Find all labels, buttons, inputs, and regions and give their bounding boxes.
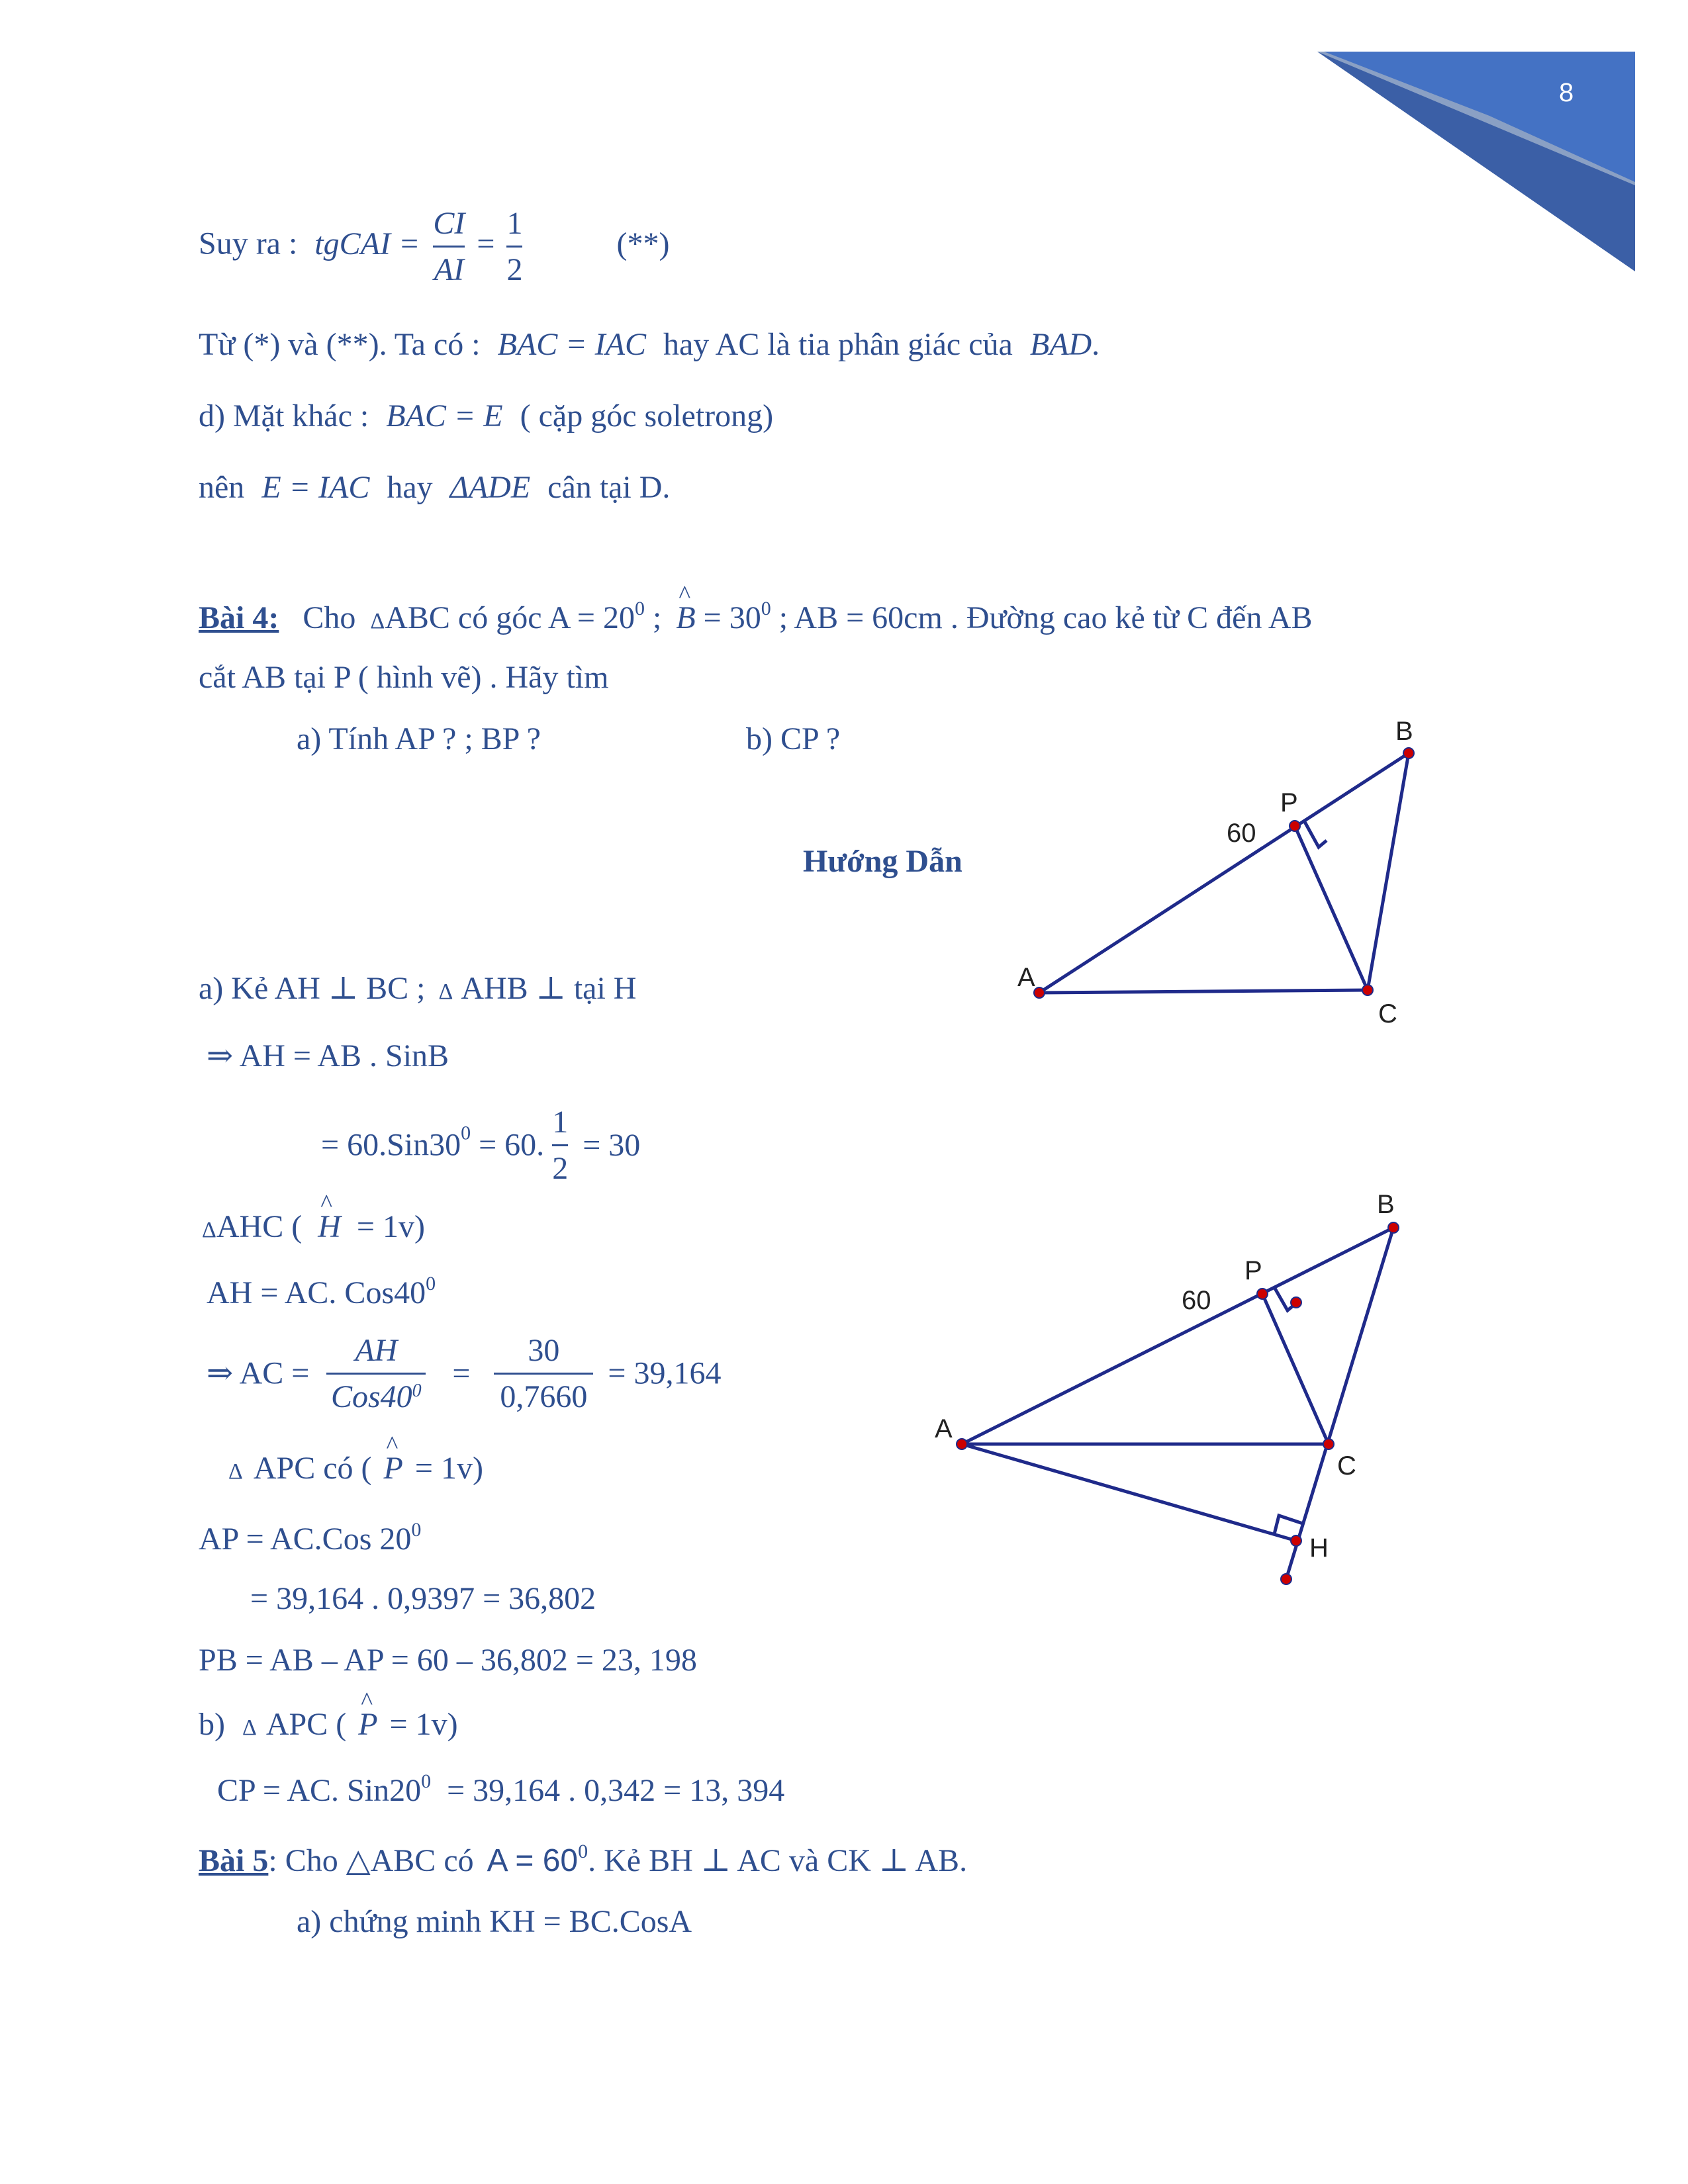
sol-text: = 39,164 bbox=[608, 1355, 722, 1391]
equation-mark: (**) bbox=[616, 226, 670, 261]
bai5-text: . Kẻ BH ⊥ AC và CK ⊥ AB. bbox=[588, 1843, 968, 1878]
sol-a10: PB = AB – AP = 60 – 36,802 = 23, 198 bbox=[199, 1643, 697, 1678]
degree-sup: 0 bbox=[411, 1519, 422, 1541]
segment-pc bbox=[1262, 1294, 1329, 1444]
bai5-title: Bài 5 bbox=[199, 1843, 269, 1878]
degree-sup: 0 bbox=[578, 1841, 588, 1862]
segment-bh bbox=[1286, 1228, 1393, 1579]
sol-text: = 1v) bbox=[356, 1209, 425, 1244]
sol-text: = 60. bbox=[479, 1127, 545, 1163]
equals-sign: = bbox=[452, 1355, 471, 1391]
label-p: P bbox=[1280, 788, 1298, 817]
label-c: C bbox=[1378, 999, 1397, 1028]
sol-a9: = 39,164 . 0,9397 = 36,802 bbox=[250, 1581, 596, 1616]
tu-text-2: hay AC là tia phân giác của bbox=[663, 327, 1013, 362]
triangle-icon: Δ bbox=[438, 979, 453, 1004]
label-a: A bbox=[935, 1414, 953, 1443]
d-text: d) Mặt khác : bbox=[199, 398, 369, 433]
sol-text: = 1v) bbox=[389, 1707, 458, 1742]
label-60: 60 bbox=[1227, 819, 1256, 848]
label-c: C bbox=[1337, 1451, 1356, 1480]
angle-a-equation: A = 60 bbox=[487, 1843, 579, 1878]
sol-text: AHC ( bbox=[216, 1209, 303, 1244]
sol-text: AP = AC.Cos 20 bbox=[199, 1522, 412, 1557]
period: . bbox=[1092, 327, 1100, 362]
label-p: P bbox=[1244, 1256, 1262, 1285]
angle-h-hat: ^ H bbox=[318, 1211, 341, 1243]
degree-sup: 0 bbox=[426, 1273, 436, 1295]
point-end bbox=[1281, 1574, 1291, 1584]
angle-equation: BAC = E bbox=[386, 398, 503, 433]
d-text-2: ( cặp góc soletrong) bbox=[520, 398, 774, 433]
fraction-numerator: CI bbox=[433, 206, 465, 241]
degree-sup: 0 bbox=[421, 1770, 432, 1792]
label-a: A bbox=[1017, 963, 1035, 992]
angle-bad: BAD bbox=[1029, 327, 1092, 362]
degree-sup: 0 bbox=[761, 598, 771, 619]
fraction-denominator: AI bbox=[434, 252, 465, 288]
triangle-icon: Δ bbox=[228, 1459, 243, 1484]
triangle-icon: Δ bbox=[202, 1218, 216, 1242]
triangle-icon: Δ bbox=[242, 1715, 257, 1740]
sol-text: = 1v) bbox=[414, 1451, 483, 1486]
bai4-text: ; AB = 60cm . Đường cao kẻ từ C đến AB bbox=[778, 600, 1313, 635]
sol-text: = 60.Sin30 bbox=[321, 1127, 461, 1163]
fraction-numerator: 30 bbox=[528, 1333, 560, 1368]
bai5-text: : Cho △ABC có bbox=[268, 1843, 474, 1878]
point-h bbox=[1291, 1535, 1301, 1546]
page-number: 8 bbox=[1559, 78, 1574, 107]
angle-b-hat: ^ B bbox=[676, 602, 695, 634]
point-b bbox=[1388, 1222, 1399, 1233]
segment-ab bbox=[962, 1228, 1393, 1444]
angle-equation: E = IAC bbox=[261, 470, 370, 505]
triangle-ade: ΔADE bbox=[449, 470, 531, 505]
point-c bbox=[1323, 1439, 1334, 1449]
label-60: 60 bbox=[1182, 1286, 1211, 1315]
right-angle-mark-h bbox=[1274, 1516, 1303, 1534]
sol-text: = 39,164 . 0,342 = 13, 394 bbox=[431, 1773, 785, 1808]
sol-a2: ⇒ AH = AB . SinB bbox=[207, 1038, 449, 1073]
sol-text: AH = AC. Cos40 bbox=[207, 1275, 426, 1310]
label-b: B bbox=[1395, 717, 1413, 746]
degree-sup: 0 bbox=[461, 1122, 471, 1144]
nen-text-3: cân tại D. bbox=[547, 470, 671, 505]
bai4-title: Bài 4: bbox=[199, 600, 279, 635]
point-p bbox=[1257, 1289, 1268, 1299]
denominator-text: Cos40 bbox=[330, 1379, 412, 1415]
fraction-denominator: 2 bbox=[552, 1151, 569, 1187]
sol-text: = 30 bbox=[583, 1127, 641, 1163]
sol-text: ⇒ AC = bbox=[207, 1355, 310, 1391]
bai4-line-2: cắt AB tại P ( hình vẽ) . Hãy tìm bbox=[199, 660, 609, 695]
point-extra bbox=[1291, 1297, 1301, 1308]
nen-text-2: hay bbox=[387, 470, 433, 505]
sol-text: AHB ⊥ tại H bbox=[461, 971, 637, 1006]
angle-equation: BAC = IAC bbox=[497, 327, 646, 362]
fraction-denominator: 2 bbox=[506, 252, 523, 288]
sol-text: APC ( bbox=[265, 1707, 347, 1742]
segment-ah bbox=[962, 1444, 1296, 1541]
fraction-numerator: AH bbox=[355, 1333, 398, 1368]
fraction-numerator: 1 bbox=[506, 206, 523, 241]
bai5-line-1 bbox=[199, 1842, 967, 1877]
label-b: B bbox=[1377, 1190, 1395, 1219]
tu-text: Từ (*) và (**). Ta có : bbox=[199, 327, 481, 362]
bai4-text: ABC có góc A = 20 bbox=[385, 600, 635, 635]
sol-text: b) bbox=[199, 1707, 225, 1742]
degree-sup: 0 bbox=[634, 598, 645, 619]
triangle-icon: Δ bbox=[370, 609, 385, 633]
tg-expression: tgCAI = bbox=[314, 226, 420, 261]
point-a bbox=[957, 1439, 967, 1449]
bai5-question-a: a) chứng minh KH = BC.CosA bbox=[297, 1904, 692, 1939]
sol-text: a) Kẻ AH ⊥ BC ; bbox=[199, 971, 426, 1006]
angle-p-hat: ^ P bbox=[358, 1709, 377, 1741]
sol-text: APC có ( bbox=[253, 1451, 372, 1486]
bai4-question-b: b) CP ? bbox=[746, 721, 841, 756]
nen-text: nên bbox=[199, 470, 245, 505]
fraction-numerator: 1 bbox=[552, 1105, 569, 1140]
sol-text: CP = AC. Sin20 bbox=[217, 1773, 422, 1808]
equals-sign: = bbox=[477, 226, 495, 261]
huong-dan-heading: Hướng Dẫn bbox=[803, 844, 962, 879]
bai4-text: Cho bbox=[303, 600, 356, 635]
degree-sup: 0 bbox=[412, 1381, 422, 1402]
suy-ra-label: Suy ra : bbox=[199, 226, 298, 261]
bai4-text: = 30 bbox=[703, 600, 761, 635]
separator: ; bbox=[652, 600, 662, 635]
label-h: H bbox=[1309, 1533, 1329, 1563]
angle-p-hat: ^ P bbox=[384, 1453, 403, 1484]
bai4-question-a: a) Tính AP ? ; BP ? bbox=[297, 721, 541, 756]
fraction-denominator: 0,7660 bbox=[500, 1379, 588, 1415]
